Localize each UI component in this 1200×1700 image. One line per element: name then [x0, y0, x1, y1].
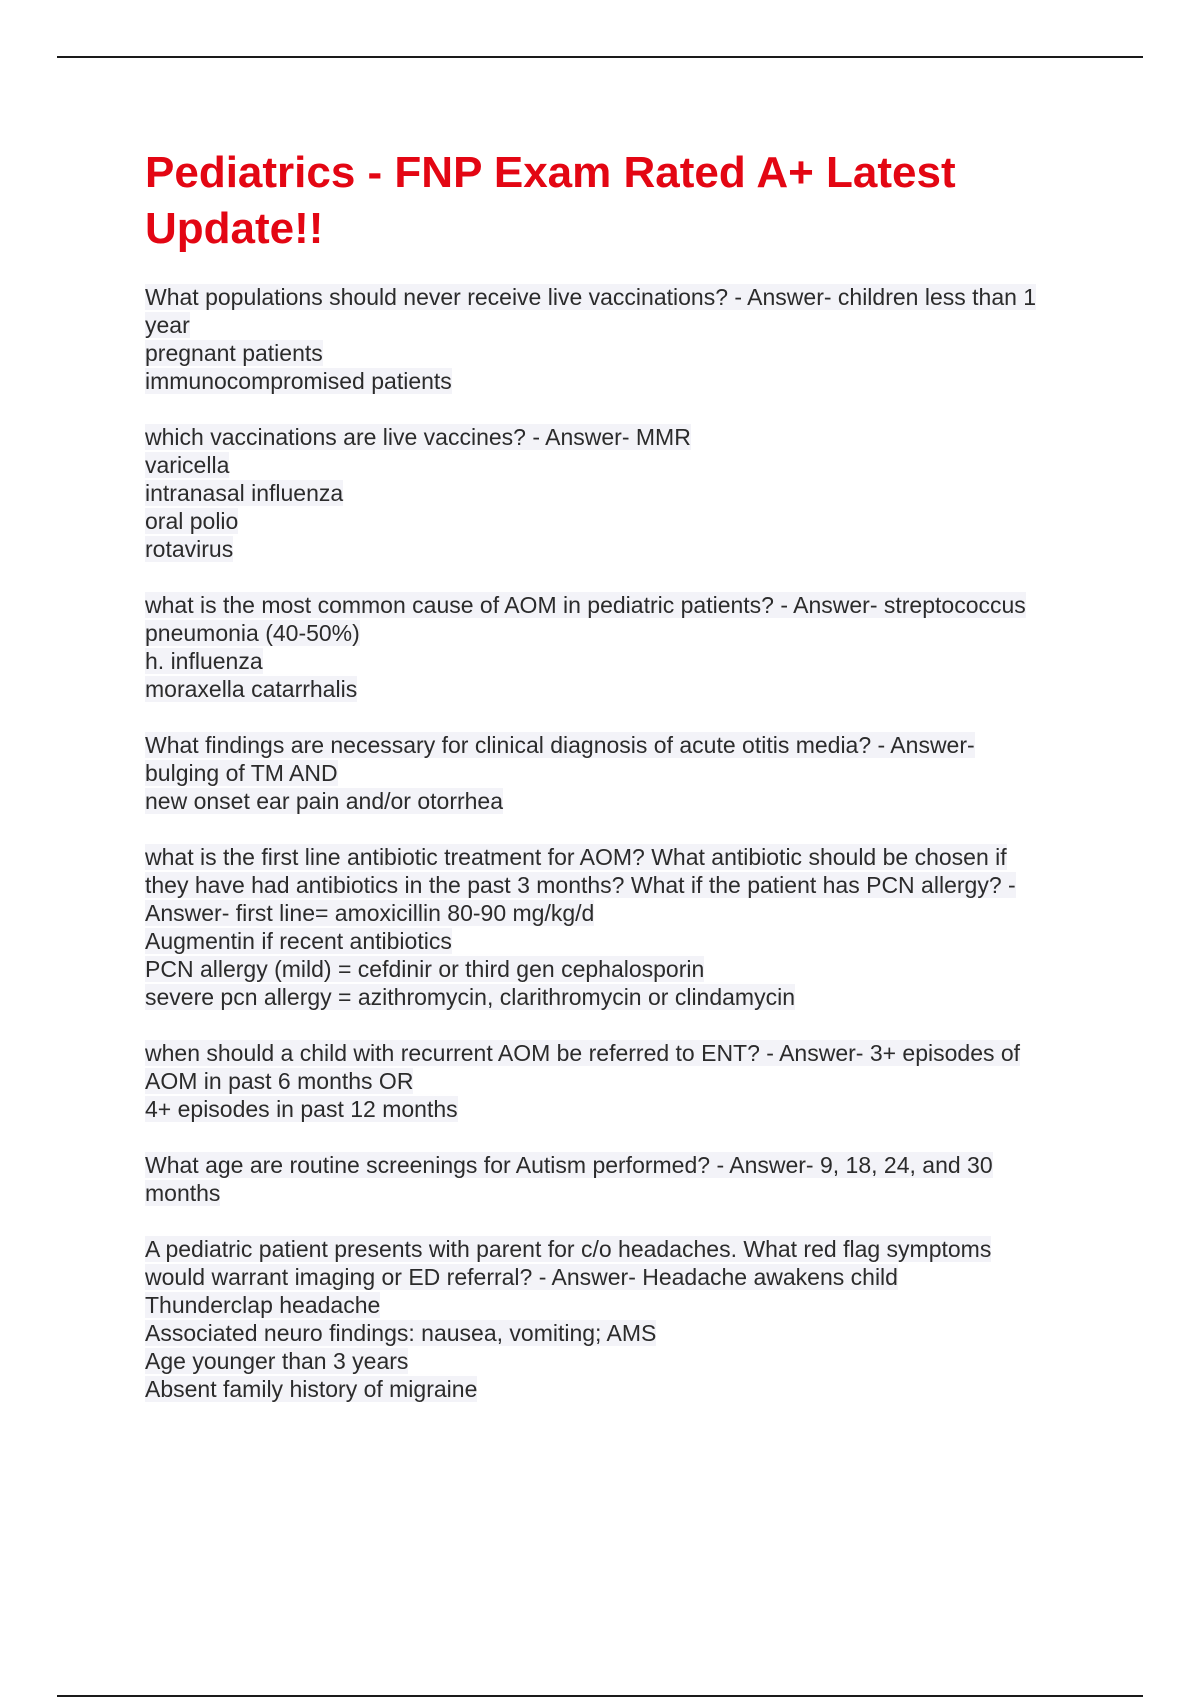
title-line: Update!!	[145, 204, 324, 253]
document-title	[145, 145, 1085, 257]
qa-line	[145, 339, 1085, 367]
qa-block	[145, 283, 1085, 395]
qa-line	[145, 983, 1085, 1011]
top-divider	[57, 56, 1143, 58]
qa-line	[145, 367, 1085, 395]
qa-line	[145, 731, 1085, 759]
qa-text: severe pcn allergy = azithromycin, clarithromycin or clindamycin	[145, 984, 795, 1010]
qa-line	[145, 647, 1085, 675]
qa-line	[145, 451, 1085, 479]
qa-line	[145, 871, 1085, 899]
document-body	[145, 145, 1085, 1431]
qa-text: new onset ear pain and/or otorrhea	[145, 788, 504, 814]
qa-text: when should a child with recurrent AOM be referred to ENT? - Answer- 3+ episodes of	[145, 1040, 1021, 1066]
qa-text: moraxella catarrhalis	[145, 676, 358, 702]
qa-line	[145, 619, 1085, 647]
qa-line	[145, 283, 1085, 311]
qa-block	[145, 843, 1085, 1011]
qa-text: would warrant imaging or ED referral? - Answer- Headache awakens child	[145, 1264, 898, 1290]
qa-text: Answer- first line= amoxicillin 80-90 mg/kg/d	[145, 900, 595, 926]
qa-block	[145, 423, 1085, 563]
qa-text: What age are routine screenings for Autism performed? - Answer- 9, 18, 24, and 30	[145, 1152, 993, 1178]
qa-text: they have had antibiotics in the past 3 months? What if the patient has PCN allergy? -	[145, 872, 1016, 898]
qa-text: AOM in past 6 months OR	[145, 1068, 414, 1094]
qa-line	[145, 535, 1085, 563]
qa-text: 4+ episodes in past 12 months	[145, 1096, 458, 1122]
qa-block	[145, 731, 1085, 815]
qa-line	[145, 591, 1085, 619]
qa-line	[145, 759, 1085, 787]
qa-block	[145, 1235, 1085, 1403]
qa-line	[145, 1095, 1085, 1123]
qa-text: what is the most common cause of AOM in pediatric patients? - Answer- streptococcus	[145, 592, 1026, 618]
qa-text: Thunderclap headache	[145, 1292, 381, 1318]
qa-line	[145, 311, 1085, 339]
qa-line	[145, 843, 1085, 871]
qa-line	[145, 787, 1085, 815]
qa-line	[145, 1263, 1085, 1291]
qa-text: months	[145, 1180, 221, 1206]
qa-line	[145, 479, 1085, 507]
qa-line	[145, 423, 1085, 451]
qa-line	[145, 1067, 1085, 1095]
qa-line	[145, 675, 1085, 703]
qa-line	[145, 1039, 1085, 1067]
qa-line	[145, 899, 1085, 927]
qa-text: pregnant patients	[145, 340, 323, 366]
qa-line	[145, 1291, 1085, 1319]
qa-text: Augmentin if recent antibiotics	[145, 928, 452, 954]
qa-text: What populations should never receive live vaccinations? - Answer- children less than 1	[145, 284, 1037, 310]
qa-line	[145, 1151, 1085, 1179]
qa-text: year	[145, 312, 190, 338]
qa-text: Absent family history of migraine	[145, 1376, 478, 1402]
bottom-divider	[57, 1695, 1143, 1697]
qa-text: intranasal influenza	[145, 480, 344, 506]
qa-text: oral polio	[145, 508, 239, 534]
qa-line	[145, 955, 1085, 983]
qa-block	[145, 1151, 1085, 1207]
qa-text: A pediatric patient presents with parent for c/o headaches. What red flag symptoms	[145, 1236, 992, 1262]
qa-text: PCN allergy (mild) = cefdinir or third gen cephalosporin	[145, 956, 705, 982]
title-line: Pediatrics - FNP Exam Rated A+ Latest	[145, 148, 956, 197]
qa-text: bulging of TM AND	[145, 760, 338, 786]
qa-block	[145, 591, 1085, 703]
qa-text: which vaccinations are live vaccines? - Answer- MMR	[145, 424, 691, 450]
qa-line	[145, 1235, 1085, 1263]
qa-line	[145, 1347, 1085, 1375]
qa-text: immunocompromised patients	[145, 368, 452, 394]
qa-line	[145, 1179, 1085, 1207]
qa-block	[145, 1039, 1085, 1123]
qa-line	[145, 927, 1085, 955]
qa-text: pneumonia (40-50%)	[145, 620, 360, 646]
qa-line	[145, 507, 1085, 535]
qa-text: Associated neuro findings: nausea, vomiting; AMS	[145, 1320, 657, 1346]
qa-text: varicella	[145, 452, 230, 478]
qa-line	[145, 1375, 1085, 1403]
qa-line	[145, 1319, 1085, 1347]
qa-text: rotavirus	[145, 536, 234, 562]
qa-text: What findings are necessary for clinical diagnosis of acute otitis media? - Answer-	[145, 732, 975, 758]
qa-text: Age younger than 3 years	[145, 1348, 409, 1374]
qa-text: h. influenza	[145, 648, 263, 674]
qa-text: what is the first line antibiotic treatment for AOM? What antibiotic should be chosen if	[145, 844, 1007, 870]
